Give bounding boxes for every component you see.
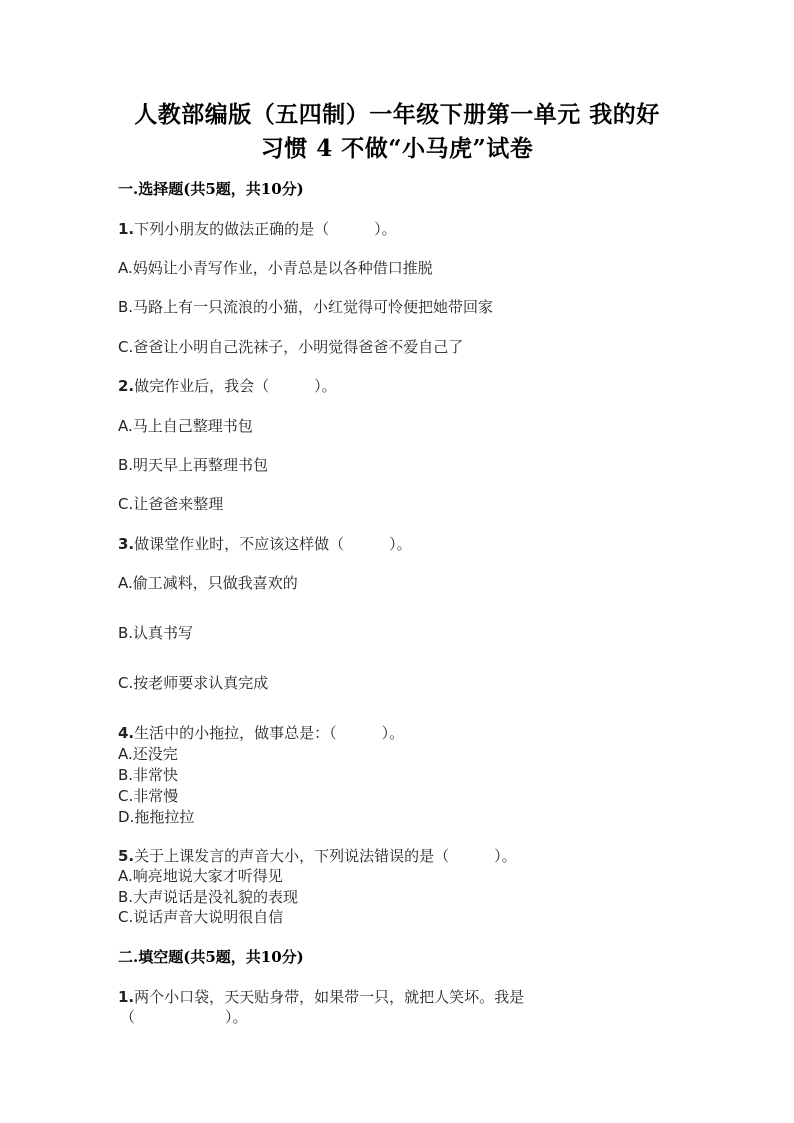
section-heading-fill-in: 二.填空题(共5题，共10分) xyxy=(118,948,304,966)
section-heading-choice: 一.选择题(共5题，共10分) xyxy=(118,180,304,198)
option-d: D.拖拖拉拉 xyxy=(118,808,195,826)
option-b: B.大声说话是没礼貌的表现 xyxy=(118,888,299,906)
question-number: 1. xyxy=(118,988,135,1006)
option-c: C.说话声音大说明很自信 xyxy=(118,908,284,926)
question-1 xyxy=(118,218,397,239)
option-c: C.按老师要求认真完成 xyxy=(118,674,269,692)
question-5 xyxy=(118,845,517,866)
fill-answer-blank: （ ）。 xyxy=(120,1008,248,1026)
question-number: 3. xyxy=(118,535,135,553)
question-number: 2. xyxy=(118,377,135,395)
fill-question-1 xyxy=(118,986,524,1007)
option-a: A.还没完 xyxy=(118,745,178,763)
option-c: C.让爸爸来整理 xyxy=(118,495,224,513)
option-a: A.马上自己整理书包 xyxy=(118,417,253,435)
option-a: A.响亮地说大家才听得见 xyxy=(118,867,283,885)
option-b: B.认真书写 xyxy=(118,624,194,642)
option-a: A.妈妈让小青写作业，小青总是以各种借口推脱 xyxy=(118,259,433,277)
question-stem: 两个小口袋，天天贴身带，如果带一只，就把人笑坏。我是 xyxy=(134,988,525,1006)
question-stem: 生活中的小拖拉，做事总是：（ ）。 xyxy=(134,724,405,742)
option-b: B.非常快 xyxy=(118,766,179,784)
option-c: C.非常慢 xyxy=(118,787,179,805)
question-stem: 做完作业后，我会（ ）。 xyxy=(134,377,337,395)
option-c: C.爸爸让小明自己洗袜子，小明觉得爸爸不爱自己了 xyxy=(118,338,464,356)
question-stem: 下列小朋友的做法正确的是（ ）。 xyxy=(134,220,397,238)
question-number: 5. xyxy=(118,847,135,865)
question-stem: 做课堂作业时，不应该这样做（ ）。 xyxy=(134,535,412,553)
question-stem: 关于上课发言的声音大小，下列说法错误的是（ ）。 xyxy=(134,847,517,865)
question-number: 4. xyxy=(118,724,135,742)
option-b: B.马路上有一只流浪的小猫，小红觉得可怜便把她带回家 xyxy=(118,298,494,316)
question-number: 1. xyxy=(118,220,135,238)
option-a: A.偷工减料，只做我喜欢的 xyxy=(118,574,298,592)
option-b: B.明天早上再整理书包 xyxy=(118,456,269,474)
question-2 xyxy=(118,375,337,396)
exam-title-line2: 习惯 4 不做“小马虎”试卷 xyxy=(260,135,534,162)
question-4 xyxy=(118,722,404,743)
exam-title-line1: 人教部编版（五四制）一年级下册第一单元 我的好 xyxy=(134,101,660,128)
question-3 xyxy=(118,533,412,554)
